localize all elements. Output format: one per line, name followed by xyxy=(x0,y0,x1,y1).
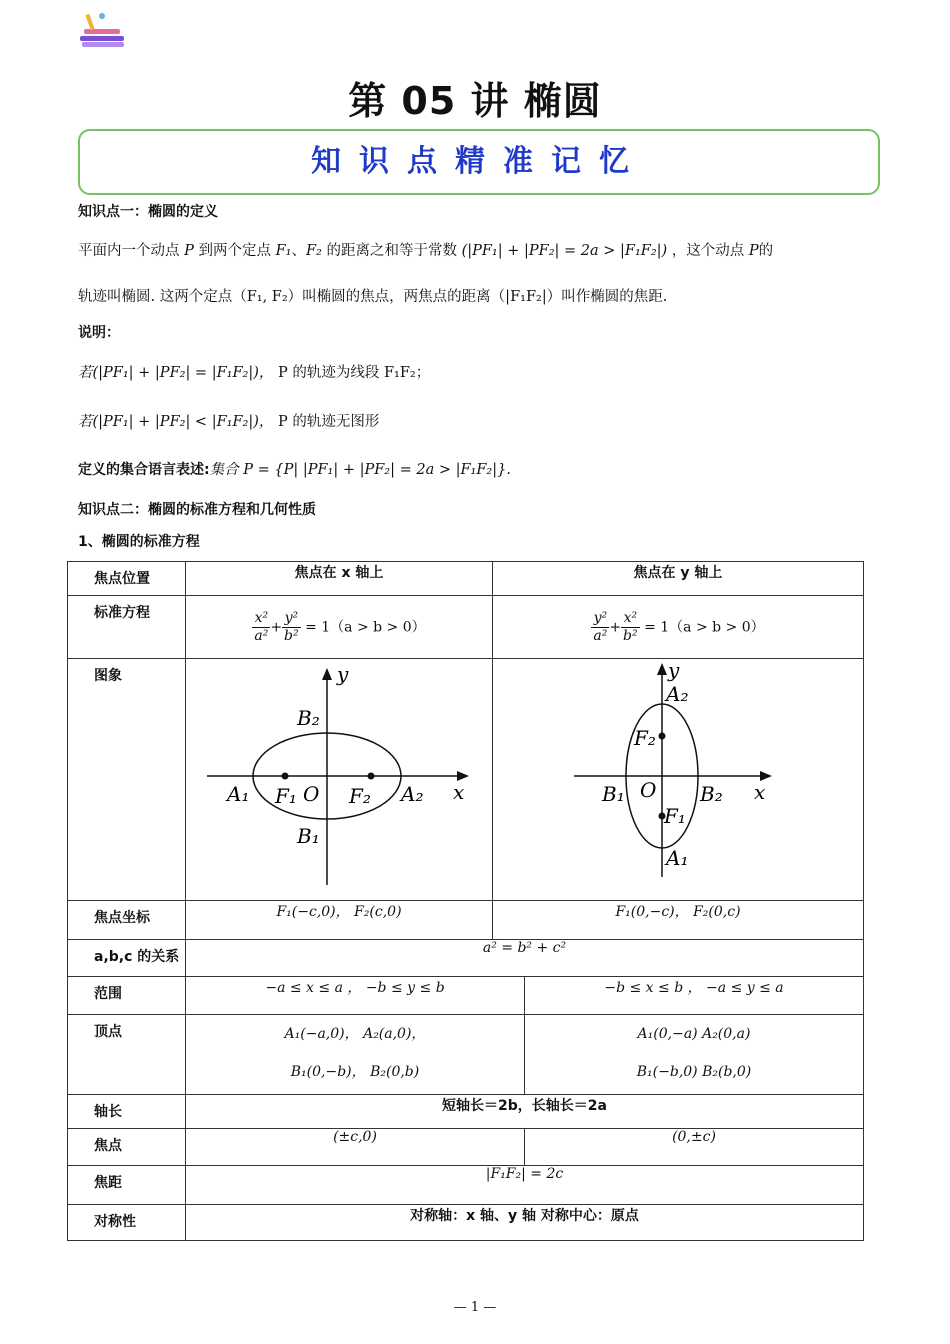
focus-x: (±c,0) xyxy=(186,1129,525,1166)
note1 xyxy=(78,361,878,382)
def-formula: (|PF₁| + |PF₂| = 2a > |F₁F₂|) xyxy=(461,243,668,259)
focus-coord-x: F₁(−c,0)， F₂(c,0) xyxy=(186,901,493,940)
graph-y-cell xyxy=(493,659,864,901)
set-statement xyxy=(78,458,878,479)
row-label-range: 范围 xyxy=(68,977,186,1015)
label-x: x xyxy=(754,780,766,804)
logo-icon xyxy=(78,8,128,50)
def-text-b: 到两个定点 xyxy=(198,243,271,259)
label-f1: F₁ xyxy=(664,804,686,828)
row-label-graph: 图象 xyxy=(68,659,186,901)
graph-x-cell xyxy=(186,659,493,901)
frac-y1: $\frac{\text{y²}}{\text{a²}}$ xyxy=(593,609,608,644)
kp2-heading: 知识点二：椭圆的标准方程和几何性质 xyxy=(78,502,316,518)
label-b2: B₂ xyxy=(700,782,723,806)
def-p2: P xyxy=(748,243,759,259)
label-a1: A₁ xyxy=(227,782,250,806)
range-x: −a ≤ x ≤ a ， −b ≤ y ≤ b xyxy=(186,977,525,1015)
frac-x1: $\frac{\text{x²}}{\text{a²}}$ xyxy=(254,609,269,644)
def-f2: F₂ xyxy=(305,243,322,259)
th-x-axis: 焦点在 x 轴上 xyxy=(186,562,493,596)
vertex-x xyxy=(186,1015,525,1095)
label-b1: B₁ xyxy=(297,824,320,848)
def-f1: F₁ xyxy=(275,243,292,259)
row-label-fdist: 焦距 xyxy=(68,1166,186,1205)
label-f2: F₂ xyxy=(634,726,656,750)
def-text-a: 平面内一个动点 xyxy=(78,243,180,259)
def-text-e: 的 xyxy=(758,243,774,259)
label-o: O xyxy=(303,782,320,806)
row-label-abc: a,b,c 的关系 xyxy=(68,940,186,977)
kp1-heading: 知识点一：椭圆的定义 xyxy=(78,204,218,220)
vertex-y-line2: B₁(−b,0) B₂(b,0) xyxy=(636,1064,752,1080)
label-o: O xyxy=(640,778,657,802)
set-text: 集合 P = {P| |PF₁| + |PF₂| = 2a > |F₁F₂|}. xyxy=(209,462,511,478)
label-b1: B₁ xyxy=(602,782,625,806)
note1-formula: 若(|PF₁| + |PF₂| = |F₁F₂|)， xyxy=(78,365,274,381)
focus-f2-dot xyxy=(659,733,666,740)
vertex-x-line2: B₁(0,−b)， B₂(0,b) xyxy=(290,1064,420,1080)
def-text-c: 的距离之和等于常数 xyxy=(326,243,457,259)
abc-relation: a² = b² + c² xyxy=(186,940,864,977)
row-label-vertex: 顶点 xyxy=(68,1015,186,1095)
std-tail-x: = 1（a > b > 0） xyxy=(305,619,426,635)
label-a1: A₁ xyxy=(666,846,689,870)
label-y: y xyxy=(668,659,680,682)
th-y-axis: 焦点在 y 轴上 xyxy=(493,562,864,596)
std-eq-y: $\frac{\text{y²}}{\text{a²}}$ + $\frac{\text{x²}}{\text{b²}}$ = 1（a > b > 0） xyxy=(493,596,864,659)
row-label-focus-coord: 焦点坐标 xyxy=(68,901,186,940)
kp2-sub1: 1、椭圆的标准方程 xyxy=(78,534,200,550)
range-y: −b ≤ x ≤ b ， −a ≤ y ≤ a xyxy=(525,977,864,1015)
ellipse-y-graph xyxy=(498,659,858,895)
def-p: P xyxy=(184,243,194,259)
std-tail-y: = 1（a > b > 0） xyxy=(644,619,765,635)
focus-y: (0,±c) xyxy=(525,1129,864,1166)
label-f1: F₁ xyxy=(275,784,297,808)
vertex-x-line1: A₁(−a,0)， A₂(a,0)， xyxy=(284,1026,426,1042)
note1-text: P 的轨迹为线段 F₁F₂； xyxy=(277,365,431,381)
focal-distance: |F₁F₂| = 2c xyxy=(186,1166,864,1205)
note-label: 说明： xyxy=(78,325,120,341)
y-axis-arrow xyxy=(322,668,332,680)
note2-formula: 若(|PF₁| + |PF₂| < |F₁F₂|)， xyxy=(78,414,274,430)
page-number: — 1 — xyxy=(453,1300,497,1315)
symmetry: 对称轴：x 轴、y 轴 对称中心：原点 xyxy=(186,1205,864,1241)
std-eq-x: $\frac{\text{x²}}{\text{a²}}$ + $\frac{\text{y²}}{\text{b²}}$ = 1（a > b > 0） xyxy=(186,596,493,659)
row-label-std: 标准方程 xyxy=(68,596,186,659)
page-title: 第 05 讲 椭圆 xyxy=(348,79,602,123)
axis-length: 短轴长＝2b，长轴长＝2a xyxy=(186,1095,864,1129)
ellipse-x-graph xyxy=(189,659,489,895)
row-label-focus: 焦点 xyxy=(68,1129,186,1166)
label-f2: F₂ xyxy=(349,784,371,808)
note2-text: P 的轨迹无图形 xyxy=(277,414,380,430)
standard-equation-table xyxy=(67,561,864,1241)
kp1-def-line2: 轨迹叫椭圆. 这两个定点（F₁, F₂）叫椭圆的焦点，两焦点的距离（|F₁F₂|）叫作椭圆的焦距. xyxy=(78,289,668,305)
def-sep: 、 xyxy=(291,243,306,259)
vertex-y-line1: A₁(0,−a) A₂(0,a) xyxy=(637,1026,751,1042)
frac-x2: $\frac{\text{y²}}{\text{b²}}$ xyxy=(284,609,299,644)
row-label-axis: 轴长 xyxy=(68,1095,186,1129)
kp1-def-line1 xyxy=(78,239,878,260)
vertex-y xyxy=(525,1015,864,1095)
label-a2: A₂ xyxy=(401,782,424,806)
y-axis-arrow xyxy=(657,663,667,675)
label-x: x xyxy=(453,780,465,804)
focus-f1-dot xyxy=(282,773,289,780)
set-label: 定义的集合语言表述: xyxy=(78,462,210,478)
th-focus-pos: 焦点位置 xyxy=(68,562,186,596)
row-label-sym: 对称性 xyxy=(68,1205,186,1241)
section-banner: 知识点精准记忆 xyxy=(78,129,880,195)
label-y: y xyxy=(337,662,349,686)
def-text-d: ，这个动点 xyxy=(671,243,745,259)
label-b2: B₂ xyxy=(297,706,320,730)
label-a2: A₂ xyxy=(666,682,689,706)
frac-y2: $\frac{\text{x²}}{\text{b²}}$ xyxy=(623,609,638,644)
note2 xyxy=(78,410,878,431)
focus-f2-dot xyxy=(368,773,375,780)
focus-coord-y: F₁(0,−c)， F₂(0,c) xyxy=(493,901,864,940)
